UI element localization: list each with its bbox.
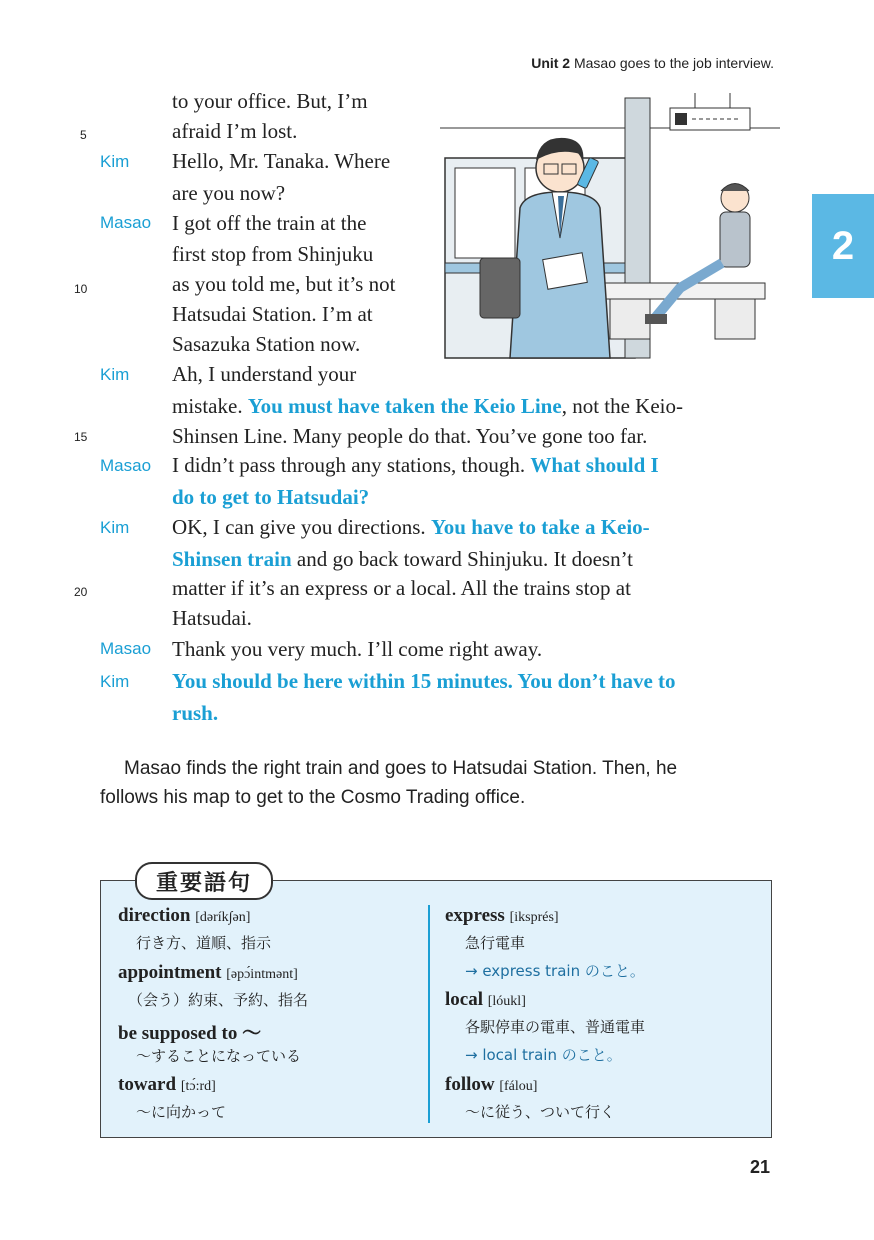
term-word: direction xyxy=(118,905,191,926)
dialogue-line: afraid I’m lost. xyxy=(172,119,298,143)
vocab-gloss: 〜に向かって xyxy=(136,1103,227,1121)
dialogue-line xyxy=(172,515,650,540)
narration-line: follows his map to get to the Cosmo Trading office. xyxy=(100,787,526,808)
speaker-kim: Kim xyxy=(100,152,130,171)
dialogue-text: OK, I can give you directions. xyxy=(172,515,431,539)
vocab-term xyxy=(118,962,298,984)
term-pronunciation: [iksprés] xyxy=(509,910,559,925)
vocabulary-divider xyxy=(428,905,430,1123)
dialogue-line: Hatsudai. xyxy=(172,606,252,630)
vocab-term xyxy=(118,1074,216,1096)
dialogue-line: Shinsen Line. Many people do that. You’ve gone too far. xyxy=(172,424,648,448)
dialogue-line xyxy=(172,547,633,572)
term-word: local xyxy=(445,989,483,1010)
line-number-5: 5 xyxy=(80,128,87,142)
dialogue-text: mistake. xyxy=(172,394,248,418)
vocab-gloss: 各駅停車の電車、普通電車 xyxy=(465,1018,646,1036)
dialogue-line: I got off the train at the xyxy=(172,211,367,235)
unit-label: Unit 2 xyxy=(531,55,571,71)
term-word: appointment xyxy=(118,962,222,983)
key-phrase-line: rush. xyxy=(172,701,219,725)
dialogue-line: to your office. But, I’m xyxy=(172,89,368,113)
dialogue-line: Hello, Mr. Tanaka. Where xyxy=(172,149,391,173)
vocabulary-title: 重要語句 xyxy=(135,862,273,900)
dialogue-text: and go back toward Shinjuku. It doesn’t xyxy=(291,547,634,571)
page-number: 21 xyxy=(750,1157,771,1177)
term-word: toward xyxy=(118,1074,177,1095)
key-phrase-line: You should be here within 15 minutes. You don’t have to xyxy=(172,669,676,693)
chapter-tab: 2 xyxy=(812,194,874,298)
vocab-note: → local train のこと。 xyxy=(465,1046,622,1064)
key-phrase-line: do to get to Hatsudai? xyxy=(172,485,370,509)
dialogue-line: Ah, I understand your xyxy=(172,362,357,386)
dialogue-line xyxy=(172,394,683,419)
key-phrase: Shinsen train xyxy=(172,547,292,571)
vocab-term xyxy=(445,1074,537,1096)
term-pronunciation: [tɔ́:rd] xyxy=(180,1079,216,1094)
line-number-15: 15 xyxy=(74,430,88,444)
line-number-20: 20 xyxy=(74,585,88,599)
term-pronunciation: [lóukl] xyxy=(487,994,526,1009)
speaker-kim: Kim xyxy=(100,365,130,384)
dialogue-line: as you told me, but it’s not xyxy=(172,272,396,296)
term-pronunciation: [fálou] xyxy=(499,1079,538,1094)
term-word: express xyxy=(445,905,505,926)
dialogue-line: Hatsudai Station. I’m at xyxy=(172,302,373,326)
vocab-term xyxy=(445,989,526,1011)
speaker-kim: Kim xyxy=(100,518,130,537)
term-pronunciation: [dərík∫ən] xyxy=(195,910,251,925)
running-header xyxy=(531,55,774,71)
speaker-kim: Kim xyxy=(100,672,130,691)
speaker-masao: Masao xyxy=(100,456,152,475)
dialogue-line: matter if it’s an express or a local. All the trains stop at xyxy=(172,576,631,600)
narration-line: Masao finds the right train and goes to Hatsudai Station. Then, he xyxy=(124,758,678,779)
speaker-masao: Masao xyxy=(100,639,152,658)
dialogue-line: first stop from Shinjuku xyxy=(172,242,374,266)
line-number-10: 10 xyxy=(74,282,88,296)
dialogue-text: , not the Keio- xyxy=(561,394,683,418)
vocab-gloss: 急行電車 xyxy=(465,934,526,952)
key-phrase: What should I xyxy=(530,453,659,477)
dialogue-line xyxy=(172,453,659,478)
unit-title: Masao goes to the job interview. xyxy=(573,55,774,71)
dialogue-text: I didn’t pass through any stations, though. xyxy=(172,453,531,477)
key-phrase: You have to take a Keio- xyxy=(430,515,650,539)
term-word: follow xyxy=(445,1074,495,1095)
vocab-gloss: 〜に従う、ついて行く xyxy=(465,1103,616,1121)
dialogue-line: Thank you very much. I’ll come right away. xyxy=(172,637,543,661)
speaker-masao: Masao xyxy=(100,213,152,232)
vocab-note: → express train のこと。 xyxy=(465,962,645,980)
dialogue-line: Sasazuka Station now. xyxy=(172,332,361,356)
vocab-gloss: （会う）約束、予約、指名 xyxy=(128,991,309,1009)
vocab-term xyxy=(445,905,559,927)
vocab-term xyxy=(118,905,250,927)
train-station-illustration xyxy=(440,88,780,368)
key-phrase: You must have taken the Keio Line xyxy=(247,394,562,418)
vocab-gloss: 行き方、道順、指示 xyxy=(136,934,272,952)
vocab-term: be supposed to 〜 xyxy=(118,1023,262,1044)
term-pronunciation: [əpɔ́intmənt] xyxy=(226,967,298,982)
dialogue-line: are you now? xyxy=(172,181,286,205)
vocab-gloss: 〜することになっている xyxy=(136,1047,302,1065)
